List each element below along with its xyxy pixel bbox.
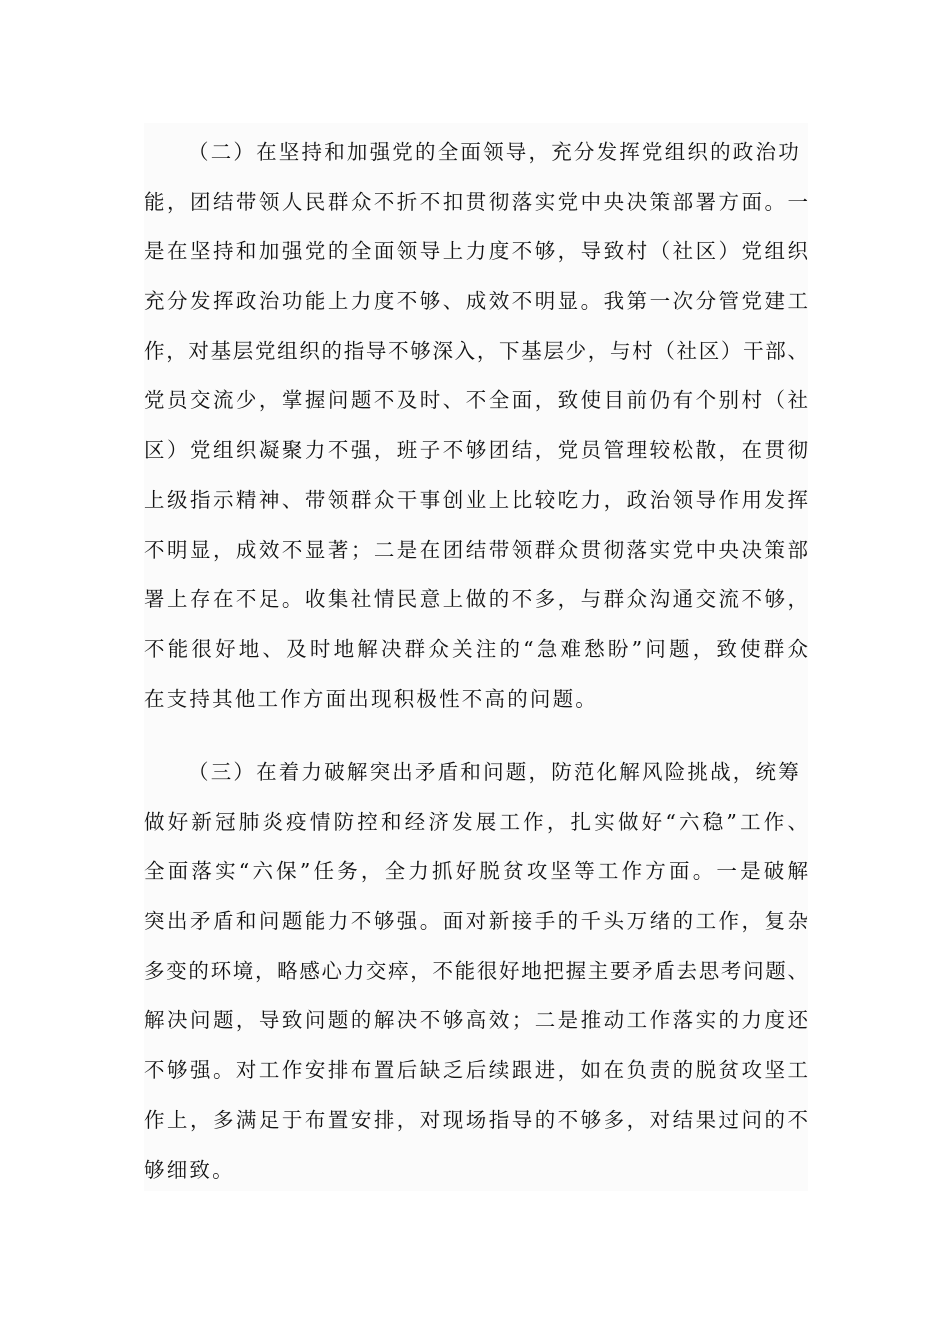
paragraph-2 [144,128,808,724]
text-line: 做好新冠肺炎疫情防控和经济发展工作，扎实做好“六稳”工作、 [144,809,808,834]
text-line: 全面落实“六保”任务，全力抓好脱贫攻坚等工作方面。一是破解 [144,859,808,884]
text-line: （二）在坚持和加强党的全面领导，充分发挥党组织的政治功 [188,140,801,164]
text-line: 作，对基层党组织的指导不够深入，下基层少，与村（社区）干部、 [144,338,808,363]
text-line: 突出矛盾和问题能力不够强。面对新接手的千头万绪的工作，复杂 [144,909,808,934]
text-line: 上级指示精神、带领群众干事创业上比较吃力，政治领导作用发挥 [144,487,808,512]
text-line: 多变的环境，略感心力交瘁，不能很好地把握主要矛盾去思考问题、 [144,958,808,983]
text-line: 党员交流少，掌握问题不及时、不全面，致使目前仍有个别村（社 [144,388,808,413]
text-line: 署上存在不足。收集社情民意上做的不多，与群众沟通交流不够， [144,587,808,612]
text-line: 够细致。 [144,1157,235,1182]
text-line: 充分发挥政治功能上力度不够、成效不明显。我第一次分管党建工 [144,289,808,314]
text-line: 能，团结带领人民群众不折不扣贯彻落实党中央决策部署方面。一 [144,189,808,214]
paragraph-3 [144,748,808,1195]
text-line: 不能很好地、及时地解决群众关注的“急难愁盼”问题，致使群众 [144,636,808,661]
text-line: 是在坚持和加强党的全面领导上力度不够，导致村（社区）党组织 [144,239,808,264]
text-line: （三）在着力破解突出矛盾和问题，防范化解风险挑战，统筹 [188,760,801,784]
text-line: 不明显，成效不显著；二是在团结带领群众贯彻落实党中央决策部 [144,537,808,562]
text-line: 不够强。对工作安排布置后缺乏后续跟进，如在负责的脱贫攻坚工 [144,1058,808,1083]
document-body [144,123,808,1191]
text-line: 在支持其他工作方面出现积极性不高的问题。 [144,686,598,711]
text-line: 区）党组织凝聚力不强，班子不够团结，党员管理较松散，在贯彻 [144,438,808,463]
text-line: 解决问题，导致问题的解决不够高效；二是推动工作落实的力度还 [144,1008,808,1033]
text-line: 作上，多满足于布置安排，对现场指导的不够多，对结果过问的不 [144,1107,808,1132]
